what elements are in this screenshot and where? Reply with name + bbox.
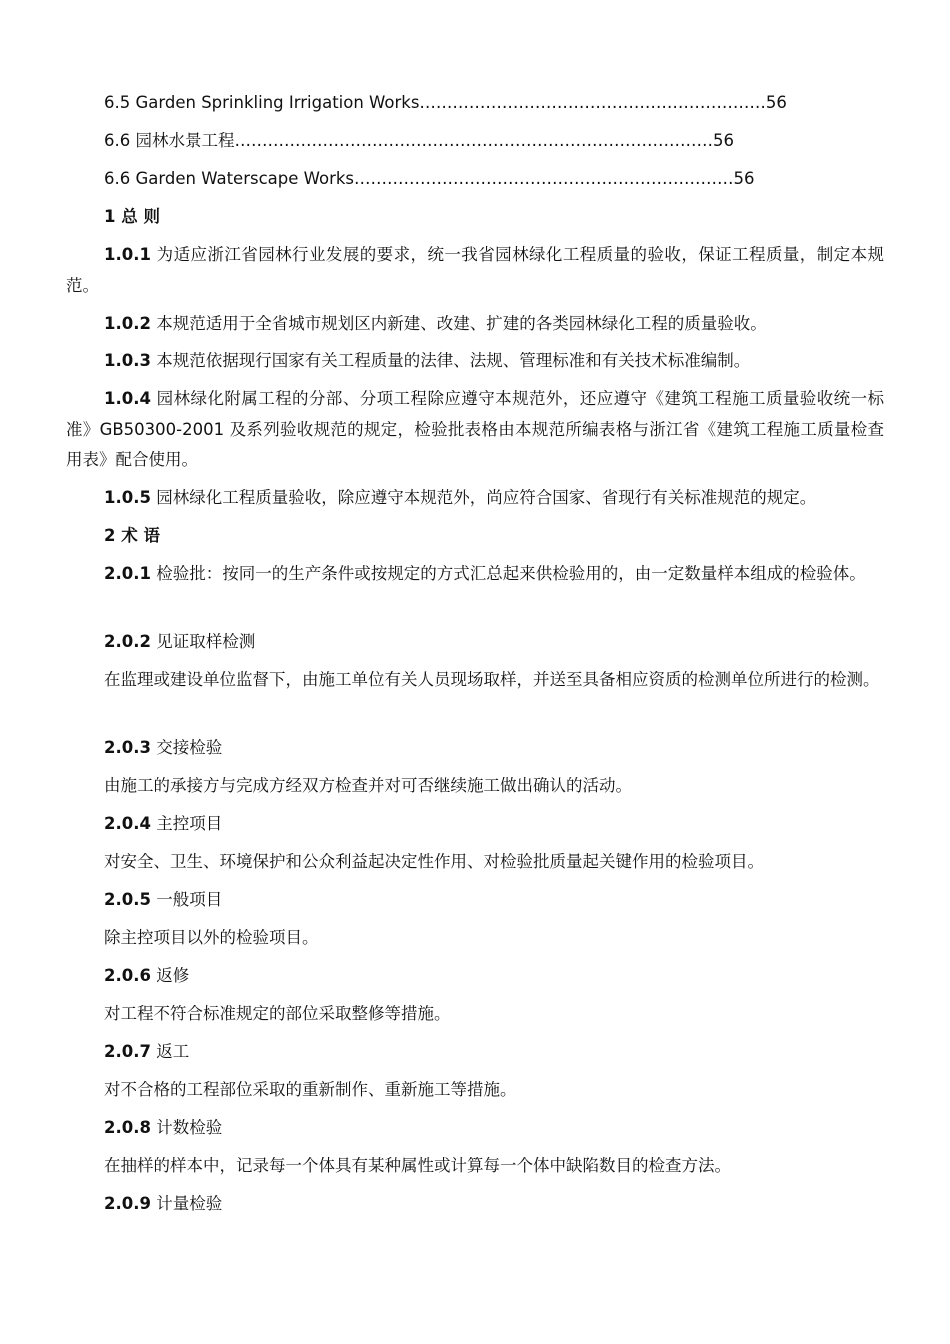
term-name: 见证取样检测 — [150, 632, 256, 651]
clause-number: 1.0.5 — [104, 488, 151, 507]
term-definition: 在抽样的样本中，记录每一个体具有某种属性或计算每一个体中缺陷数目的检查方法。 — [104, 1156, 731, 1175]
clause-paragraph — [66, 346, 884, 377]
toc-page: 56 — [733, 169, 755, 188]
term-definition: 对工程不符合标准规定的部位采取整修等措施。 — [104, 1004, 451, 1023]
chapter-heading: 1 总 则 — [104, 207, 160, 226]
clause-number: 1.0.2 — [104, 314, 151, 333]
term-name: 交接检验 — [150, 738, 223, 757]
term-heading — [104, 1189, 922, 1219]
term-name: 计数检验 — [150, 1118, 223, 1137]
toc-leader: …………………………………………………………… — [354, 169, 734, 188]
term-name: 一般项目 — [150, 890, 223, 909]
term-definition: 由施工的承接方与完成方经双方检查并对可否继续施工做出确认的活动。 — [104, 776, 632, 795]
clause-paragraph — [66, 559, 884, 590]
clause-number: 1.0.3 — [104, 351, 151, 370]
clause-number: 2.0.5 — [104, 890, 151, 909]
clause-text: 检验批：按同一的生产条件或按规定的方式汇总起来供检验用的，由一定数量样本组成的检验体。 — [150, 564, 866, 583]
toc-page: 56 — [765, 93, 787, 112]
toc-label: 6.6 Garden Waterscape Works — [104, 169, 355, 188]
toc-label: 6.5 Garden Sprinkling Irrigation Works — [104, 93, 420, 112]
toc-page: 56 — [713, 131, 734, 150]
chapter-heading: 2 术 语 — [104, 526, 160, 545]
clause-number: 2.0.4 — [104, 814, 151, 833]
term-name: 主控项目 — [150, 814, 223, 833]
clause-number: 2.0.8 — [104, 1118, 151, 1137]
term-name: 返修 — [150, 966, 190, 985]
clause-paragraph — [66, 240, 884, 301]
term-heading — [104, 1037, 922, 1067]
term-name: 计量检验 — [150, 1194, 223, 1213]
clause-paragraph — [66, 483, 884, 514]
term-heading — [104, 961, 922, 991]
clause-number: 1.0.4 — [104, 389, 151, 408]
toc-entry[interactable] — [104, 126, 922, 156]
clause-number: 1.0.1 — [104, 245, 151, 264]
clause-text: 园林绿化附属工程的分部、分项工程除应遵守本规范外，还应遵守《建筑工程施工质量验收统一标准》GB50300-2001 及系列验收规范的规定，检验批表格由本规范所编表格与浙江省《建筑工程施工质量检查用表》配合使用。 — [66, 389, 884, 469]
toc-entry[interactable] — [104, 88, 922, 118]
clause-number: 2.0.6 — [104, 966, 151, 985]
clause-text: 园林绿化工程质量验收，除应遵守本规范外，尚应符合国家、省现行有关标准规范的规定。 — [150, 488, 817, 507]
term-heading — [104, 733, 922, 763]
clause-text: 本规范依据现行国家有关工程质量的法律、法规、管理标准和有关技术标准编制。 — [150, 351, 751, 370]
term-definition: 对安全、卫生、环境保护和公众利益起决定性作用、对检验批质量起关键作用的检验项目。 — [104, 852, 764, 871]
clause-number: 2.0.1 — [104, 564, 151, 583]
clause-text: 为适应浙江省园林行业发展的要求，统一我省园林绿化工程质量的验收，保证工程质量，制定本规范。 — [66, 245, 884, 295]
term-definition: 对不合格的工程部位采取的重新制作、重新施工等措施。 — [104, 1080, 517, 1099]
term-heading — [104, 809, 922, 839]
toc-entry[interactable] — [104, 164, 922, 194]
toc-leader: ……………………………………………………… — [419, 93, 766, 112]
term-name: 返工 — [150, 1042, 190, 1061]
term-definition: 在监理或建设单位监督下，由施工单位有关人员现场取样，并送至具备相应资质的检测单位所进行的检测。 — [104, 670, 880, 689]
toc-leader: …………………………………………………………………………… — [234, 131, 713, 150]
term-heading — [104, 885, 922, 915]
clause-text: 本规范适用于全省城市规划区内新建、改建、扩建的各类园林绿化工程的质量验收。 — [150, 314, 767, 333]
clause-number: 2.0.3 — [104, 738, 151, 757]
clause-paragraph — [66, 309, 884, 340]
term-heading — [104, 1113, 922, 1143]
clause-number: 2.0.2 — [104, 632, 151, 651]
clause-number: 2.0.7 — [104, 1042, 151, 1061]
term-definition: 除主控项目以外的检验项目。 — [104, 928, 319, 947]
toc-label: 6.6 园林水景工程 — [104, 131, 235, 150]
term-heading — [104, 627, 922, 657]
clause-paragraph — [66, 384, 884, 476]
clause-number: 2.0.9 — [104, 1194, 151, 1213]
